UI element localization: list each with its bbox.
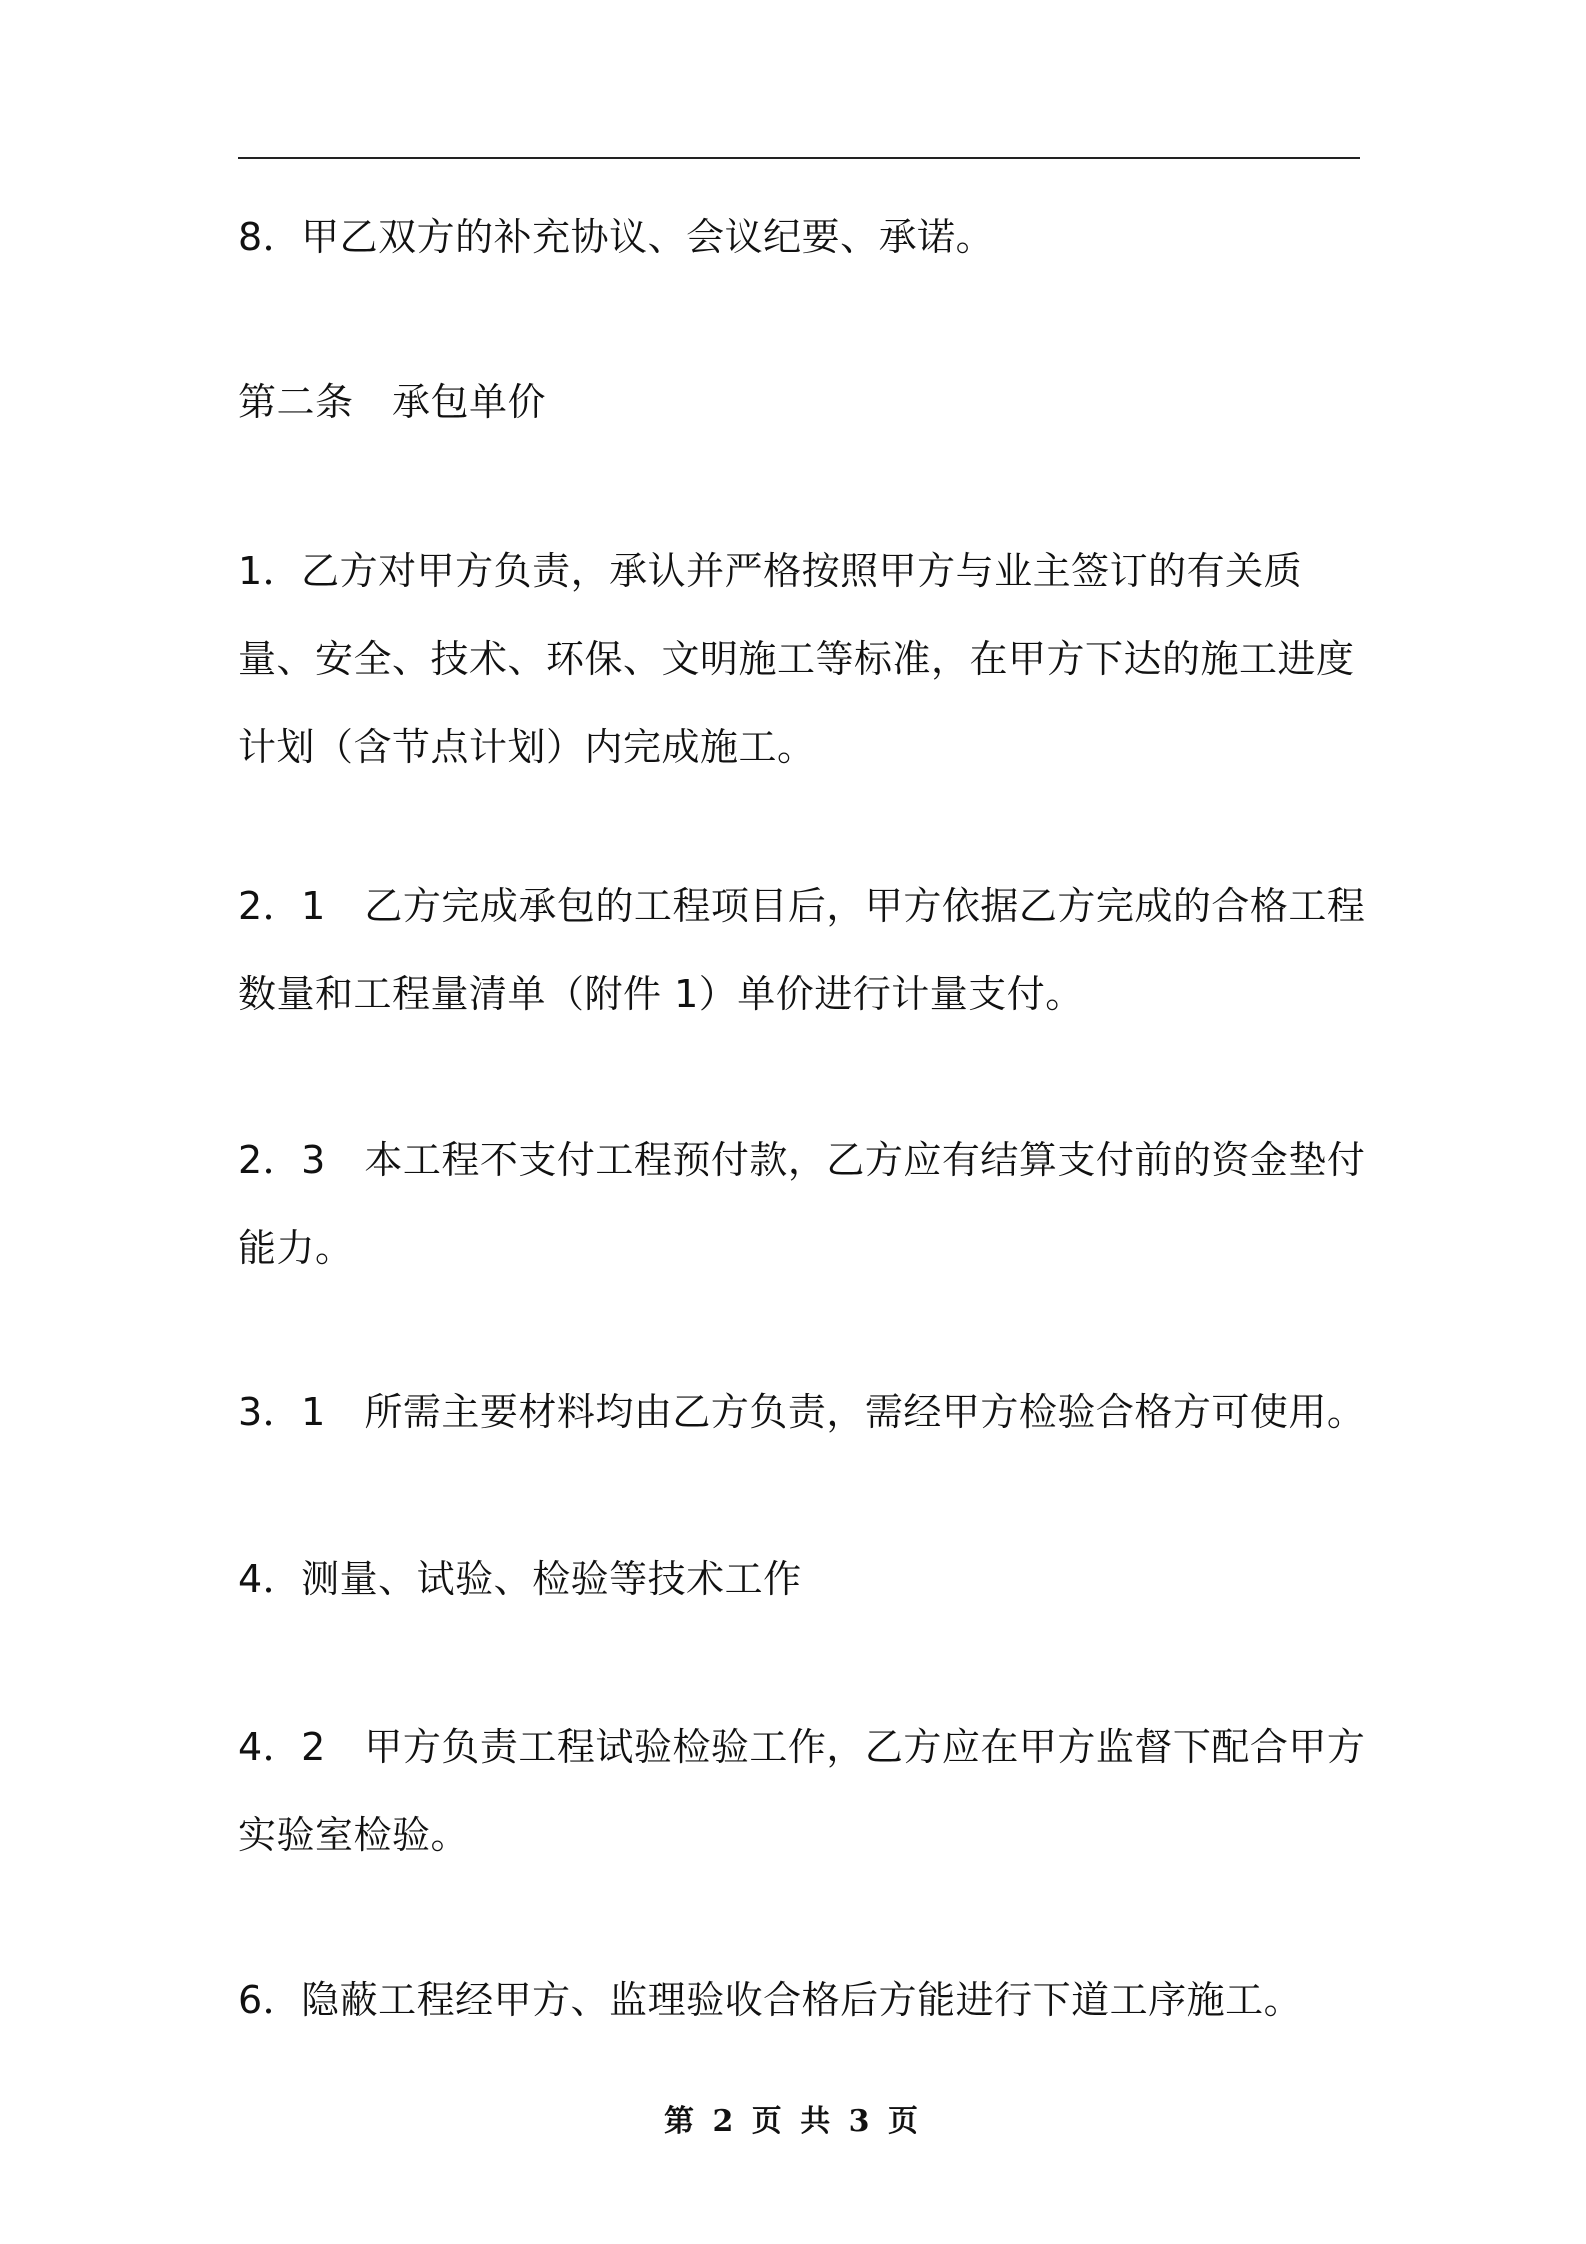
page-footer: 第 2 页 共 3 页 [664, 2104, 922, 2139]
paragraph-clause-2-3: 2．3 本工程不支付工程预付款，乙方应有结算支付前的资金垫付能力。 [238, 1138, 1366, 1270]
paragraph-clause-1: 1．乙方对甲方负责，承认并严格按照甲方与业主签订的有关质量、安全、技术、环保、文明施工等标准，在甲方下达的施工进度计划（含节点计划）内完成施工。 [238, 549, 1355, 769]
paragraph-item-6-concealed-works: 6．隐蔽工程经甲方、监理验收合格后方能进行下道工序施工。 [238, 1978, 1303, 2022]
paragraph-item-8-supplementary: 8．甲乙双方的补充协议、会议纪要、承诺。 [238, 215, 995, 259]
paragraph-clause-4-2: 4．2 甲方负责工程试验检验工作，乙方应在甲方监督下配合甲方实验室检验。 [238, 1725, 1366, 1857]
paragraph-clause-2-1: 2．1 乙方完成承包的工程项目后，甲方依据乙方完成的合格工程数量和工程量清单（附件 1）单价进行计量支付。 [238, 884, 1366, 1016]
paragraph-clause-3-1: 3．1 所需主要材料均由乙方负责，需经甲方检验合格方可使用。 [238, 1390, 1366, 1434]
header-rule [238, 157, 1360, 159]
paragraph-item-4-technical: 4．测量、试验、检验等技术工作 [238, 1557, 802, 1601]
section-heading-article-2: 第二条 承包单价 [238, 380, 547, 424]
